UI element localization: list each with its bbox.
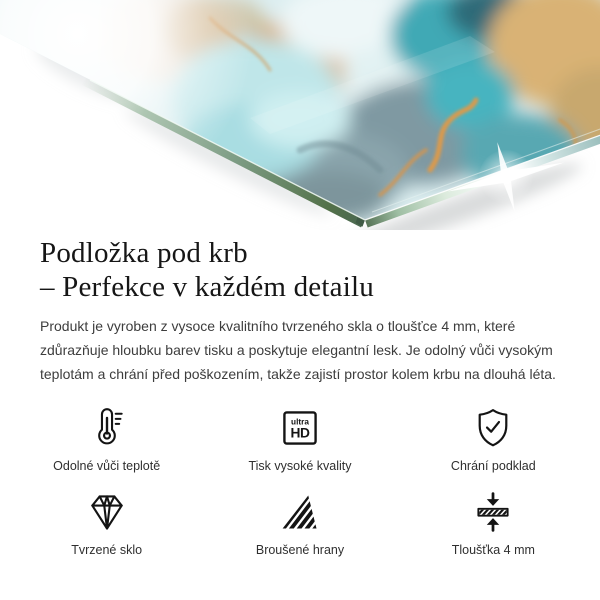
ultra-hd-icon	[278, 406, 322, 450]
feature-heat-resistant	[10, 406, 203, 474]
product-info-section	[0, 236, 600, 558]
feature-polished-edges	[203, 490, 396, 558]
feature-label: Tisk vysoké kvality	[248, 458, 352, 473]
thickness-icon	[471, 490, 515, 534]
feature-label: Odolné vůči teplotě	[53, 458, 161, 473]
feature-label: Chrání podklad	[450, 458, 536, 473]
page-title-line1: Podložka pod krb	[40, 237, 248, 269]
page-title	[40, 236, 560, 304]
feature-label: Tloušťka 4 mm	[451, 542, 535, 557]
thermometer-icon	[85, 406, 129, 450]
svg-text:HD: HD	[290, 425, 310, 441]
feature-tempered-glass	[10, 490, 203, 558]
polished-edges-icon	[278, 490, 322, 534]
product-description: Produkt je vyroben z vysoce kvalitního tvrzeného skla o tloušťce 4 mm, které zdůrazňuje hloubku barev tisku a poskytuje elegantní lesk. Je odolný vůči vysokým teplotám a chrání před poškozením, takže zajistí prostor kolem krbu na dlouhá léta.	[40, 318, 556, 383]
glass-panel-render	[0, 0, 600, 230]
shield-check-icon	[471, 406, 515, 450]
feature-label: Broušené hrany	[255, 542, 345, 557]
svg-text:ultra: ultra	[291, 417, 309, 427]
diamond-icon	[85, 490, 129, 534]
feature-print-quality	[203, 406, 396, 474]
page-title-line2: – Perfekce v každém detailu	[40, 271, 374, 304]
feature-grid	[10, 406, 590, 558]
product-image	[0, 0, 600, 230]
feature-label: Tvrzené sklo	[71, 542, 143, 557]
feature-thickness	[397, 490, 590, 558]
feature-protects-surface	[397, 406, 590, 474]
